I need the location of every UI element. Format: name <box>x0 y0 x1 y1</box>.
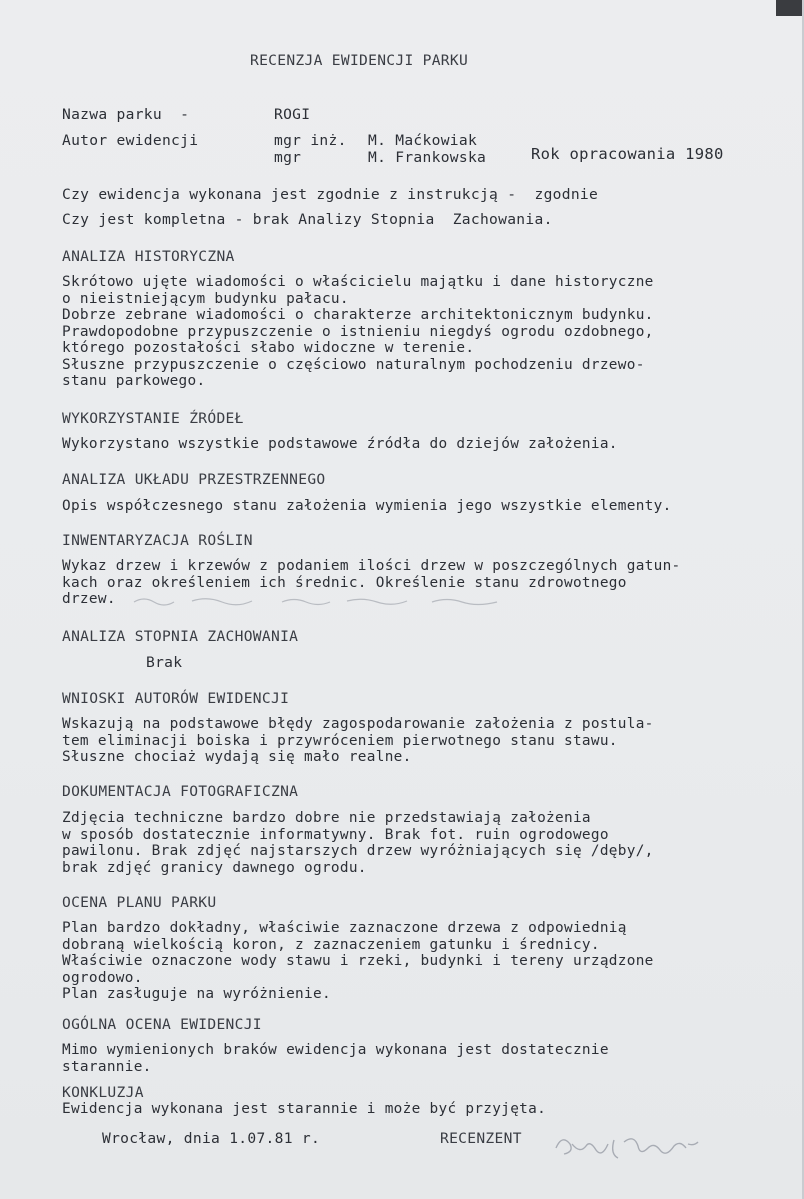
faint-handwritten-note <box>132 596 542 606</box>
author-2-title: mgr <box>274 149 302 166</box>
heading-preservation: ANALIZA STOPNIA ZACHOWANIA <box>62 628 299 645</box>
text-preservation: Brak <box>146 654 183 671</box>
heading-conclusion: KONKLUZJA <box>62 1084 144 1101</box>
heading-photo-documentation: DOKUMENTACJA FOTOGRAFICZNA <box>62 783 299 800</box>
text-conclusion: Ewidencja wykonana jest starannie i może być przyjęta. <box>62 1101 547 1117</box>
text-historical-analysis: Skrótowo ujęte wiadomości o właścicielu majątku i dane historyczne o nieistniejącym budynku pałacu. Dobrze zebrane wiadomości o charakterze architektonicznym budynku. Prawdopodobne przypuszczenie o istnieniu niegdyś ogrodu ozdobnego, którego pozostałości słabo widoczne w terenie. Słuszne przypuszczenie o częściowo naturalnym pochodzeniu drzewo- stanu parkowego. <box>62 274 654 389</box>
reviewer-label: RECENZENT <box>440 1130 522 1147</box>
place-and-date: Wrocław, dnia 1.07.81 r. <box>102 1130 321 1147</box>
author-2-name: M. Frankowska <box>368 149 487 166</box>
heading-plant-inventory: INWENTARYZACJA ROŚLIN <box>62 532 253 549</box>
author-1-name: M. Maćkowiak <box>368 132 478 149</box>
park-name-label: Nazwa parku - <box>62 106 190 123</box>
text-overall-assessment: Mimo wymienionych braków ewidencja wykonana jest dostatecznie starannie. <box>62 1042 609 1075</box>
heading-sources: WYKORZYSTANIE ŹRÓDEŁ <box>62 410 244 427</box>
reviewer-signature <box>548 1130 718 1166</box>
heading-park-plan: OCENA PLANU PARKU <box>62 894 217 911</box>
text-plant-inventory: Wykaz drzew i krzewów z podaniem ilości drzew w poszczególnych gatun- kach oraz określeniem ich średnic. Określenie stanu zdrowotnego drzew. <box>62 558 681 607</box>
year-of-preparation: Rok opracowania 1980 <box>531 145 724 163</box>
document-title: RECENZJA EWIDENCJI PARKU <box>250 52 469 69</box>
author-1-title: mgr inż. <box>274 132 347 149</box>
text-sources: Wykorzystano wszystkie podstawowe źródła do dziejów założenia. <box>62 436 618 452</box>
park-name-value: ROGI <box>274 106 311 123</box>
question-completeness: Czy jest kompletna - brak Analizy Stopnia Zachowania. <box>62 211 553 228</box>
heading-spatial-analysis: ANALIZA UKŁADU PRZESTRZENNEGO <box>62 471 326 488</box>
text-spatial-analysis: Opis współczesnego stanu założenia wymienia jego wszystkie elementy. <box>62 498 672 514</box>
scan-corner-mark <box>776 0 802 16</box>
heading-overall-assessment: OGÓLNA OCENA EWIDENCJI <box>62 1016 262 1033</box>
text-author-conclusions: Wskazują na podstawowe błędy zagospodarowanie założenia z postula- tem eliminacji boiska i przywróceniem pierwotnego stanu stawu. Słuszne chociaż wydają się mało realne. <box>62 716 654 765</box>
heading-author-conclusions: WNIOSKI AUTORÓW EWIDENCJI <box>62 690 290 707</box>
text-park-plan: Plan bardzo dokładny, właściwie zaznaczone drzewa z odpowiednią dobraną wielkością koron, z zaznaczeniem gatunku i średnicy. Właściwie oznaczone wody stawu i rzeki, budynki i tereny urządzone ogrodowo. Plan zasługuje na wyróżnienie. <box>62 920 654 1002</box>
heading-historical-analysis: ANALIZA HISTORYCZNA <box>62 248 235 265</box>
author-label: Autor ewidencji <box>62 132 199 149</box>
question-compliance: Czy ewidencja wykonana jest zgodnie z instrukcją - zgodnie <box>62 186 599 203</box>
text-photo-documentation: Zdjęcia techniczne bardzo dobre nie przedstawiają założenia w sposób dostatecznie informatywny. Brak fot. ruin ogrodowego pawilonu. Brak zdjęć najstarszych drzew wyróżniających się /dęby/, brak zdjęć granicy dawnego ogrodu. <box>62 810 654 876</box>
